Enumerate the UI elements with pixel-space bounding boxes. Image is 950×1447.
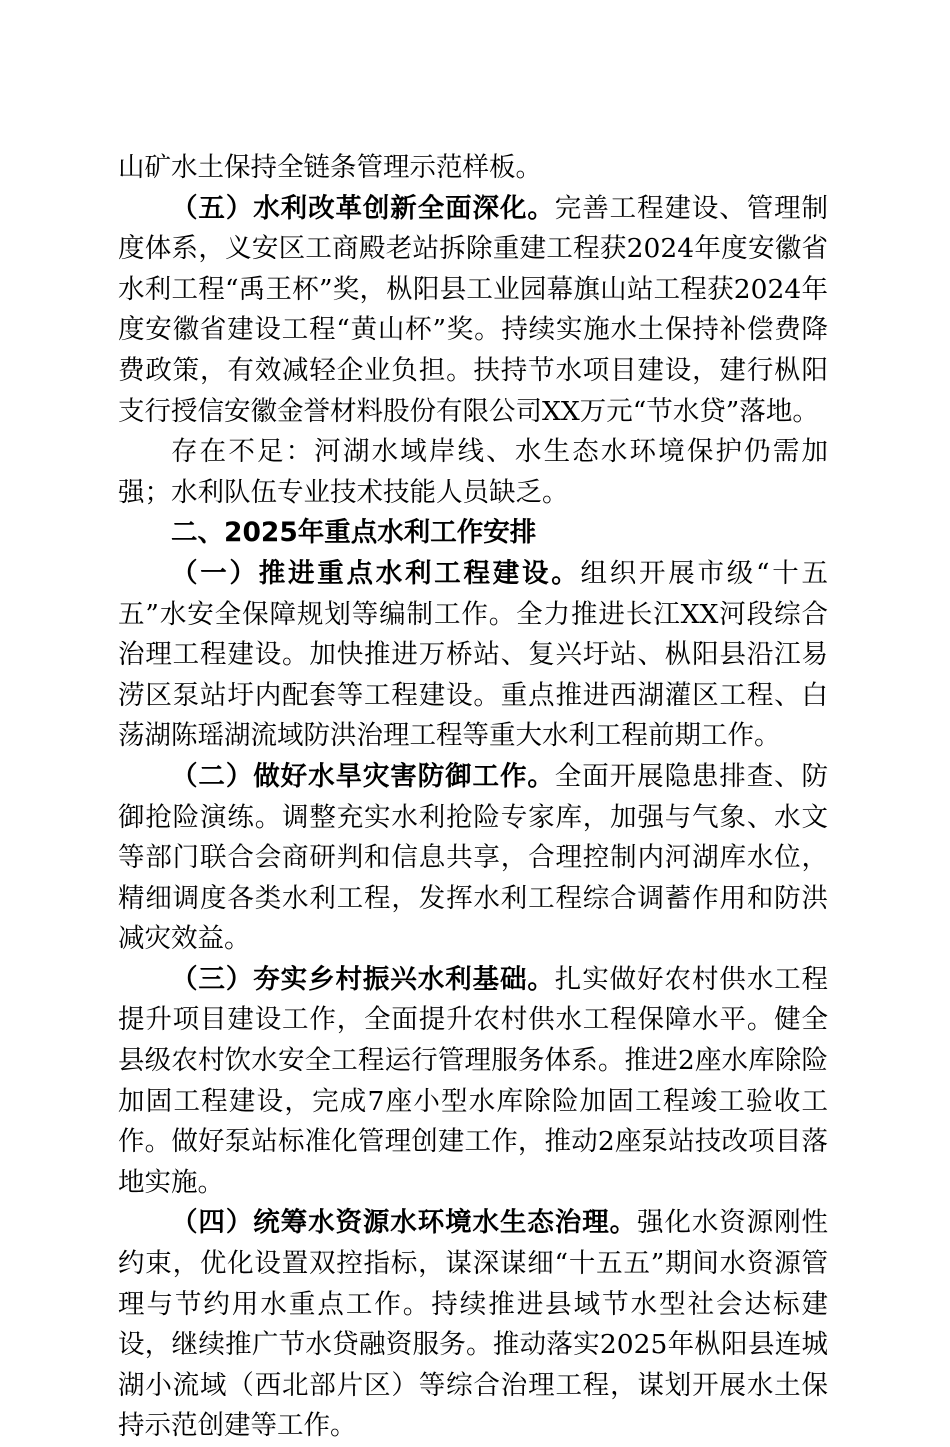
section-heading: 二、2025年重点水利工作安排 xyxy=(171,517,537,549)
item-four-paragraph xyxy=(118,1203,828,1447)
document-body xyxy=(118,148,828,1447)
shortcomings-text: 存在不足：河湖水域岸线、水生态水环境保护仍需加强；水利队伍专业技术技能人员缺乏。 xyxy=(118,436,828,508)
shortcomings-paragraph xyxy=(118,432,828,513)
item-one-paragraph xyxy=(118,554,828,757)
item-one-text: 组织开展市级“十五五”水安全保障规划等编制工作。全力推进长江XX河段综合治理工程建设。加快推进万桥站、复兴圩站、枞阳县沿江易涝区泵站圩内配套等工程建设。重点推进西湖灌区工程、白荡湖陈瑶湖流域防洪治理工程等重大水利工程前期工作。 xyxy=(118,557,828,752)
section-five-paragraph xyxy=(118,189,828,433)
paragraph-text: 山矿水土保持全链条管理示范样板。 xyxy=(118,152,542,183)
item-two-title: （二）做好水旱灾害防御工作。 xyxy=(171,760,555,792)
item-three-title: （三）夯实乡村振兴水利基础。 xyxy=(171,963,555,995)
item-two-paragraph xyxy=(118,757,828,960)
item-four-title: （四）统筹水资源水环境水生态治理。 xyxy=(171,1207,638,1239)
item-four-text: 强化水资源刚性约束，优化设置双控指标，谋深谋细“十五五”期间水资源管理与节约用水重点工作。持续推进县域节水型社会达标建设，继续推广节水贷融资服务。推动落实2025年枞阳县连城湖小流域（西北部片区）等综合治理工程，谋划开展水土保持示范创建等工作。 xyxy=(118,1207,829,1442)
paragraph-continuation xyxy=(118,148,828,189)
item-one-title: （一）推进重点水利工程建设。 xyxy=(171,557,581,589)
section-five-title: （五）水利改革创新全面深化。 xyxy=(171,192,555,224)
item-three-paragraph xyxy=(118,960,828,1204)
section-five-text: 完善工程建设、管理制度体系，义安区工商殿老站拆除重建工程获2024年度安徽省水利工程“禹王杯”奖，枞阳县工业园幕旗山站工程获2024年度安徽省建设工程“黄山杯”奖。持续实施水土保持补偿费降费政策，有效减轻企业负担。扶持节水项目建设，建行枞阳支行授信安徽金誉材料股份有限公司XX万元“节水贷”落地。 xyxy=(118,192,829,427)
item-two-text: 全面开展隐患排查、防御抢险演练。调整充实水利抢险专家库，加强与气象、水文等部门联合会商研判和信息共享，合理控制内河湖库水位，精细调度各类水利工程，发挥水利工程综合调蓄作用和防洪减灾效益。 xyxy=(118,760,829,955)
item-three-text: 扎实做好农村供水工程提升项目建设工作，全面提升农村供水工程保障水平。健全县级农村饮水安全工程运行管理服务体系。推进2座水库除险加固工程建设，完成7座小型水库除险加固工程竣工验收工作。做好泵站标准化管理创建工作，推动2座泵站技改项目落地实施。 xyxy=(118,963,829,1198)
